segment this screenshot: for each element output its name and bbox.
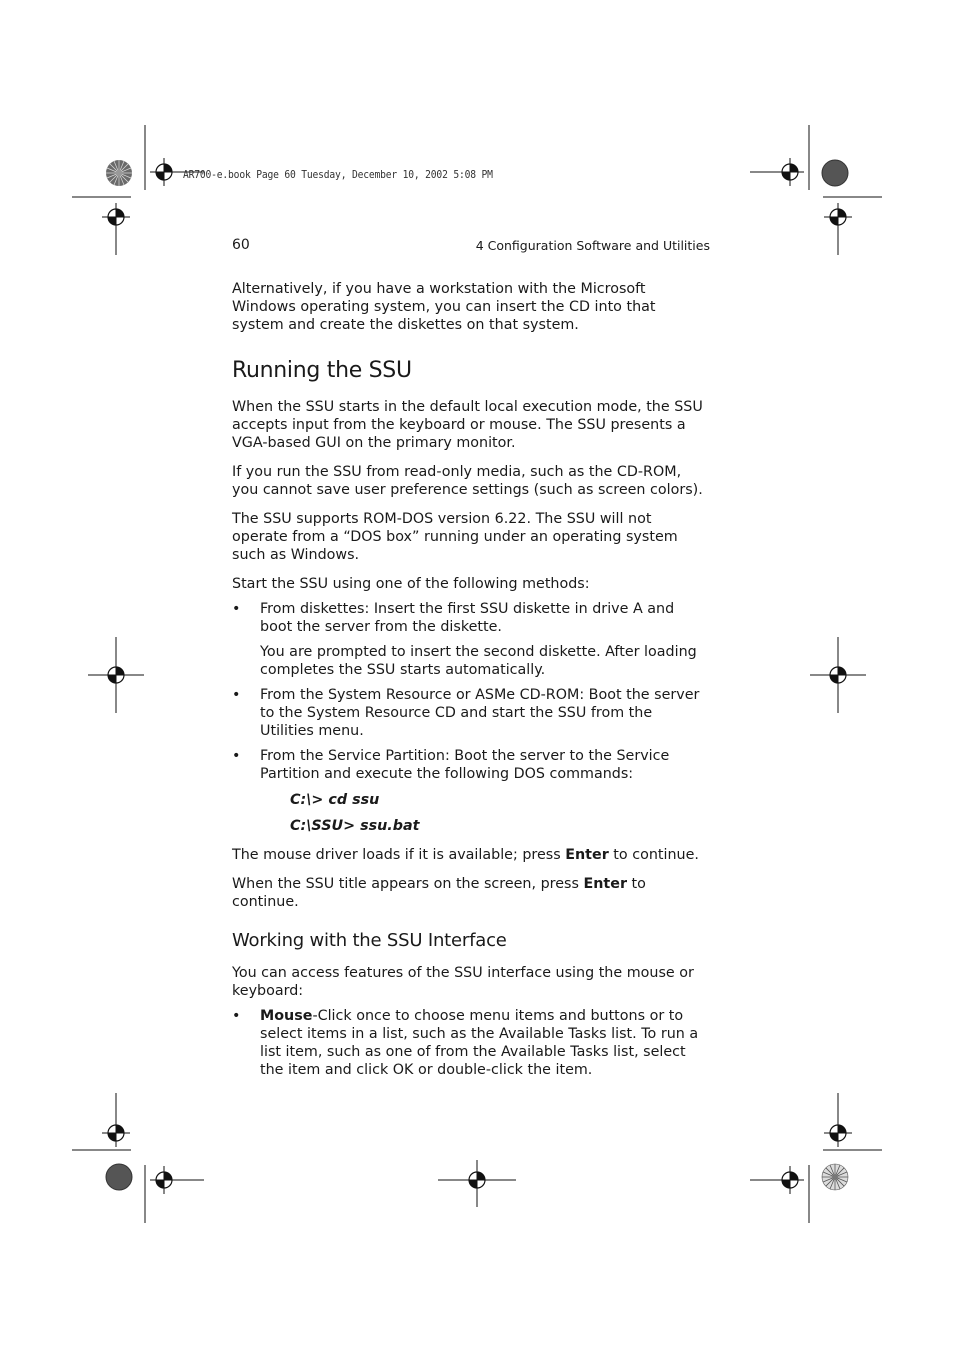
print-slug: AR700-e.book Page 60 Tuesday, December 10, 2002 5:08 PM [183, 169, 493, 181]
list-item-text: From the Service Partition: Boot the server to the Service Partition and execute the following DOS commands: [260, 748, 670, 782]
list-item [232, 600, 710, 679]
list-item [232, 747, 710, 783]
bullet-icon: • [232, 687, 241, 703]
startup-methods-list [232, 600, 710, 783]
crop-lines-bottom [72, 1093, 882, 1223]
registration-mark-icon [463, 1166, 491, 1194]
list-item [232, 1007, 710, 1079]
page-body [232, 280, 710, 1086]
subsection-heading: Working with the SSU Interface [232, 930, 507, 951]
color-target-icon [106, 160, 132, 186]
registration-mark-icon [102, 661, 130, 689]
registration-mark-icon [102, 203, 130, 231]
dos-command [290, 817, 710, 835]
key-name: Enter [583, 876, 627, 892]
intro-paragraph: Alternatively, if you have a workstation with the Microsoft Windows operating system, you can insert the CD into that system and create the diskettes on that system. [232, 281, 656, 333]
paragraph [232, 846, 710, 864]
registration-mark-icon [824, 203, 852, 231]
registration-mark-icon [150, 1166, 178, 1194]
list-item-text: From the System Resource or ASMe CD-ROM: Boot the server to the System Resource CD and start the SSU from the Utilities menu. [260, 687, 700, 739]
crop-lines-top [72, 125, 882, 255]
list-item [232, 686, 710, 740]
color-target-icon [822, 1164, 848, 1190]
registration-mark-icon [824, 661, 852, 689]
list-item-note: You are prompted to insert the second diskette. After loading completes the SSU starts automatically. [260, 644, 697, 678]
list-item-text: -Click once to choose menu items and buttons or to select items in a list, such as the Available Tasks list. To run a list item, such as one of from the Available Tasks list, select the item and click OK or double-click the item. [260, 1008, 699, 1078]
page-number: 60 [232, 237, 250, 253]
bullet-icon: • [232, 1008, 241, 1024]
text-run: The mouse driver loads if it is available; press [232, 847, 566, 863]
registration-mark-icon [102, 1119, 130, 1147]
key-name: Enter [565, 847, 609, 863]
dos-command [290, 791, 710, 809]
registration-mark-icon [776, 1166, 804, 1194]
list-item-text: From diskettes: Insert the first SSU diskette in drive A and boot the server from the diskette. [260, 601, 675, 635]
command-prompt: C:\SSU> [290, 818, 356, 834]
paragraph [232, 875, 710, 911]
color-target-icon [106, 1164, 132, 1190]
paragraph: Start the SSU using one of the following methods: [232, 576, 590, 592]
paragraph: You can access features of the SSU interface using the mouse or keyboard: [232, 965, 694, 999]
text-run: to continue. [608, 847, 699, 863]
registration-mark-icon [150, 158, 178, 186]
section-heading: Running the SSU [232, 358, 412, 383]
paragraph: If you run the SSU from read-only media, such as the CD-ROM, you cannot save user preference settings (such as screen colors). [232, 464, 703, 498]
list-item-term: Mouse [260, 1008, 313, 1024]
paragraph: The SSU supports ROM-DOS version 6.22. The SSU will not operate from a “DOS box” running under an operating system such as Windows. [232, 511, 678, 563]
command-argument: ssu.bat [360, 818, 420, 834]
running-header [232, 237, 710, 257]
command-argument: cd ssu [328, 792, 380, 808]
interface-methods-list [232, 1007, 710, 1079]
text-run: to continue. [232, 876, 646, 910]
bullet-icon: • [232, 601, 241, 617]
command-prompt: C:\> [290, 792, 324, 808]
text-run: When the SSU title appears on the screen, press [232, 876, 584, 892]
color-target-icon [822, 160, 848, 186]
chapter-title: 4 Configuration Software and Utilities [475, 238, 710, 253]
registration-mark-icon [824, 1119, 852, 1147]
bullet-icon: • [232, 748, 241, 764]
registration-mark-icon [776, 158, 804, 186]
paragraph: When the SSU starts in the default local execution mode, the SSU accepts input from the keyboard or mouse. The SSU presents a VGA-based GUI on the primary monitor. [232, 399, 703, 451]
